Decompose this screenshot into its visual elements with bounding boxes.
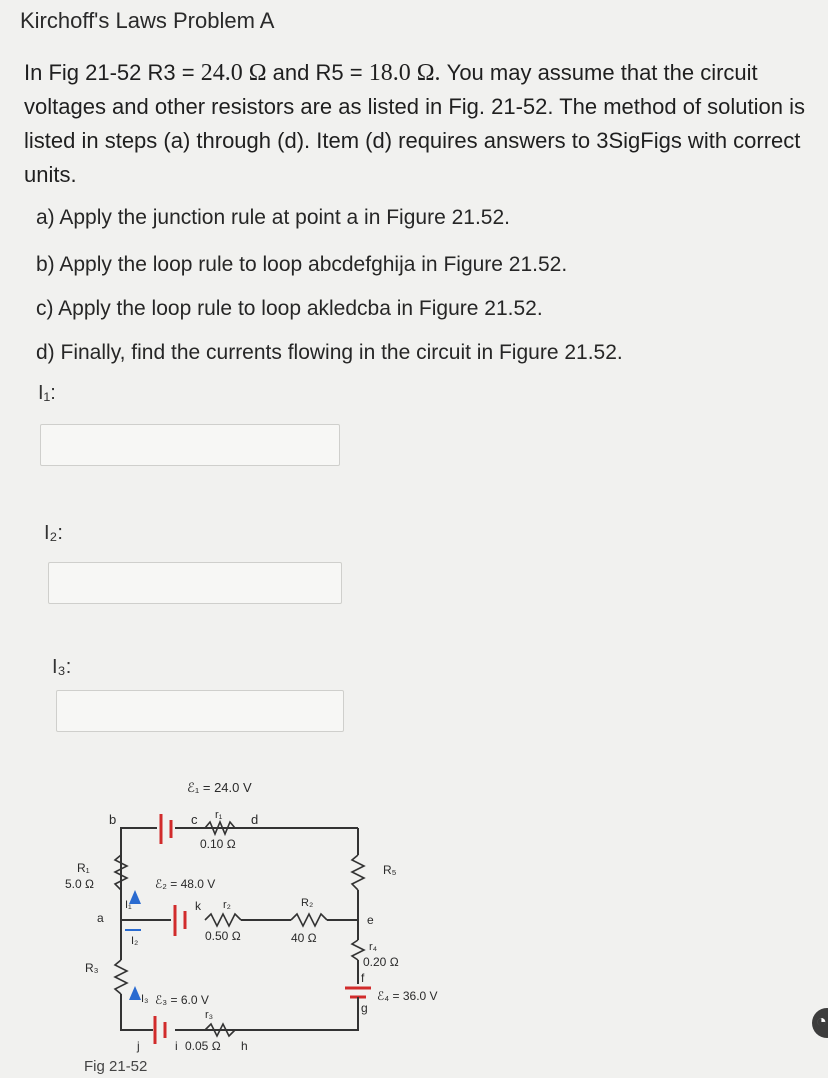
answer-label-i2: I₂: bbox=[44, 522, 63, 544]
node-a: a bbox=[97, 911, 104, 925]
label-emf2: ℰ₂ = 48.0 V bbox=[155, 877, 216, 891]
intro-part2: and R5 = bbox=[266, 60, 369, 85]
problem-statement bbox=[24, 56, 814, 192]
node-b: b bbox=[109, 812, 117, 827]
node-j: j bbox=[137, 1039, 140, 1053]
node-e: e bbox=[367, 913, 374, 927]
problem-title: Kirchoff's Laws Problem A bbox=[20, 8, 275, 33]
label-R1: R₁ bbox=[77, 861, 90, 875]
chat-icon: ◔ bbox=[816, 1011, 827, 1031]
answer-input-i2[interactable] bbox=[48, 562, 342, 604]
label-r3-int: r₃ bbox=[205, 1009, 214, 1021]
resistor-R5 bbox=[352, 855, 364, 890]
label-R1-val: 5.0 Ω bbox=[65, 877, 94, 891]
wire-top bbox=[121, 828, 157, 890]
step-a: a) Apply the junction rule at point a in Figure 21.52. bbox=[36, 206, 510, 229]
resistor-R3 bbox=[115, 960, 127, 994]
r5-value: 18.0 Ω. bbox=[368, 60, 441, 86]
side-chat-button[interactable] bbox=[812, 1008, 828, 1038]
label-r4-int: r₄ bbox=[369, 941, 378, 953]
answer-input-i3[interactable] bbox=[56, 690, 344, 732]
resistor-r2 bbox=[205, 914, 241, 926]
node-d: d bbox=[251, 812, 259, 827]
circuit-figure bbox=[55, 760, 475, 1078]
answer-label-i1: I₁: bbox=[38, 382, 56, 404]
label-r2-val: 0.50 Ω bbox=[205, 929, 241, 943]
node-f: f bbox=[361, 971, 365, 985]
label-r4-val: 0.20 Ω bbox=[363, 955, 399, 969]
answer-label-i3: I₃: bbox=[52, 656, 72, 678]
node-k: k bbox=[195, 899, 201, 913]
label-r1-val: 0.10 Ω bbox=[200, 837, 236, 851]
step-d: d) Finally, find the currents flowing in the circuit in Figure 21.52. bbox=[36, 341, 623, 364]
step-b: b) Apply the loop rule to loop abcdefghija in Figure 21.52. bbox=[36, 253, 568, 276]
label-emf3: ℰ₃ = 6.0 V bbox=[155, 993, 209, 1007]
label-r2-int: r₂ bbox=[223, 899, 231, 911]
r3-value: 24.0 Ω bbox=[200, 60, 267, 86]
node-i: i bbox=[175, 1039, 178, 1053]
label-r1-int: r₁ bbox=[215, 809, 223, 821]
label-R3: R₃ bbox=[85, 961, 99, 975]
answer-input-i1[interactable] bbox=[40, 424, 340, 466]
label-emf1: ℰ₁ = 24.0 V bbox=[187, 780, 252, 795]
label-r3-val: 0.05 Ω bbox=[185, 1039, 221, 1053]
arrow-i3 bbox=[129, 986, 141, 1000]
label-R2-val: 40 Ω bbox=[291, 931, 317, 945]
node-h: h bbox=[241, 1039, 248, 1053]
figure-caption: Fig 21-52 bbox=[84, 1058, 148, 1075]
label-R2: R₂ bbox=[301, 897, 314, 909]
intro-part3: You may assume that the circuit voltages and other resistors are as listed in Fig. 21-52. The method of solution is listed in steps (a) through (d). Item (d) requires answers to 3SigFigs with correct units. bbox=[24, 60, 806, 187]
resistor-R2 bbox=[291, 914, 327, 926]
label-i2: I₂ bbox=[131, 935, 139, 947]
intro-part1: In Fig 21-52 R3 = bbox=[24, 60, 201, 85]
label-i3: I₃ bbox=[141, 993, 149, 1005]
step-c: c) Apply the loop rule to loop akledcba in Figure 21.52. bbox=[36, 297, 543, 320]
node-g: g bbox=[361, 1001, 368, 1015]
label-i1: I₁ bbox=[125, 899, 132, 911]
label-R5: R₅ bbox=[383, 863, 397, 877]
node-c: c bbox=[191, 812, 198, 827]
label-emf4: ℰ₄ = 36.0 V bbox=[377, 989, 438, 1003]
